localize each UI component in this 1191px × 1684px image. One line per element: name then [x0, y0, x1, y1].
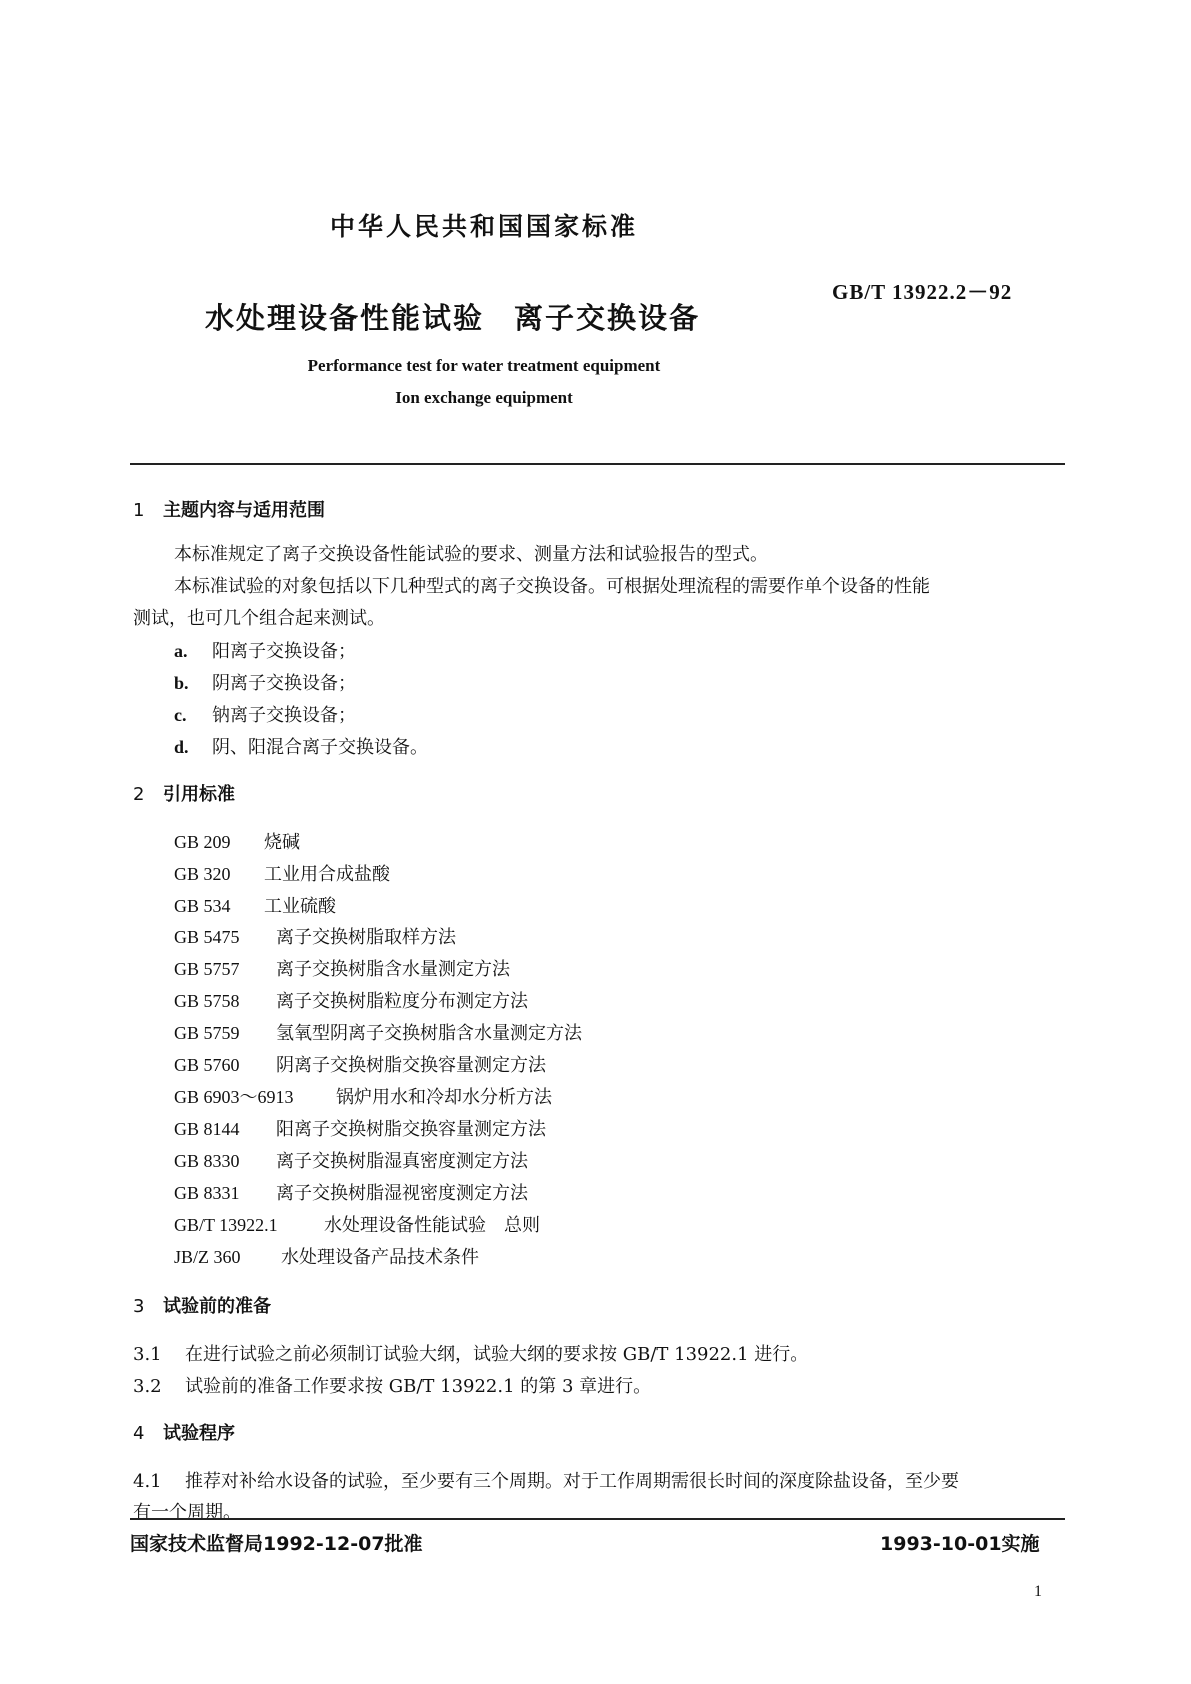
section2-number: 2	[133, 784, 145, 805]
clause-number: 3.1	[133, 1344, 162, 1365]
clause-4-1-line2: 有一个周期。	[133, 1502, 241, 1523]
reference-item	[174, 1115, 546, 1141]
reference-title: 阳离子交换树脂交换容量测定方法	[276, 1119, 546, 1140]
clause-3-1	[133, 1340, 808, 1366]
standard-number	[832, 276, 1012, 306]
reference-code: GB 8144	[174, 1119, 240, 1139]
reference-item	[174, 860, 390, 886]
page-number: 1	[1034, 1583, 1042, 1600]
section4-heading-text: 试验程序	[163, 1423, 235, 1444]
clause-text: 推荐对补给水设备的试验，至少要有三个周期。对于工作周期需很长时间的深度除盐设备，至少要	[185, 1471, 959, 1492]
reference-code: GB 8330	[174, 1151, 240, 1171]
reference-item	[174, 828, 300, 854]
section1-number: 1	[133, 500, 145, 521]
list-item	[174, 637, 356, 663]
reference-code: GB 8331	[174, 1183, 240, 1203]
list-item-text: 阴离子交换设备；	[212, 673, 356, 694]
reference-title: 锅炉用水和冷却水分析方法	[336, 1087, 552, 1108]
reference-title: 离子交换树脂湿真密度测定方法	[276, 1151, 528, 1172]
reference-title: 离子交换树脂取样方法	[276, 927, 456, 948]
implementation-line: 1993-10-01实施	[880, 1533, 1040, 1555]
footer-divider	[130, 1518, 1065, 1520]
reference-title: 离子交换树脂粒度分布测定方法	[276, 991, 528, 1012]
reference-code: JB/Z 360	[174, 1247, 241, 1267]
reference-code: GB 5758	[174, 991, 240, 1011]
list-item	[174, 701, 356, 727]
list-item	[174, 733, 428, 759]
reference-title: 离子交换树脂湿视密度测定方法	[276, 1183, 528, 1204]
reference-item	[174, 1051, 546, 1077]
clause-number: 3.2	[133, 1376, 162, 1397]
list-item-mark: b.	[174, 673, 189, 693]
document-title-en-line1: Performance test for water treatment equipment	[307, 356, 661, 375]
reference-title: 水处理设备性能试验 总则	[324, 1215, 540, 1236]
list-item-text: 阳离子交换设备；	[212, 641, 356, 662]
clause-text: 试验前的准备工作要求按 GB/T 13922.1 的第 3 章进行。	[185, 1376, 652, 1397]
section4-heading	[133, 1419, 235, 1445]
section1-paragraph1: 本标准规定了离子交换设备性能试验的要求、测量方法和试验报告的型式。	[174, 544, 768, 565]
list-item-mark: a.	[174, 641, 188, 661]
reference-code: GB 209	[174, 832, 231, 852]
list-item-mark: c.	[174, 705, 187, 725]
standard-number-text: GB/T 13922.2－92	[832, 280, 1013, 304]
reference-item	[174, 955, 510, 981]
list-item-mark: d.	[174, 737, 189, 757]
reference-code: GB 5760	[174, 1055, 240, 1075]
reference-title: 工业硫酸	[264, 896, 336, 917]
reference-code: GB 5757	[174, 959, 240, 979]
reference-title: 烧碱	[264, 832, 300, 853]
section2-heading	[133, 780, 235, 806]
clause-text: 在进行试验之前必须制订试验大纲，试验大纲的要求按 GB/T 13922.1 进行。	[185, 1344, 809, 1365]
reference-title: 工业用合成盐酸	[264, 864, 390, 885]
reference-item	[174, 1083, 552, 1109]
section2-heading-text: 引用标准	[163, 784, 235, 805]
section4-number: 4	[133, 1423, 145, 1444]
reference-title: 水处理设备产品技术条件	[281, 1247, 479, 1268]
clause-number: 4.1	[133, 1471, 162, 1492]
title-cn-part2: 离子交换设备	[514, 301, 701, 335]
clause-3-2	[133, 1372, 651, 1398]
list-item	[174, 669, 356, 695]
list-item-text: 阴、阳混合离子交换设备。	[212, 737, 428, 758]
document-title-en-line2: Ion exchange equipment	[395, 388, 573, 407]
reference-code: GB 5759	[174, 1023, 240, 1043]
reference-item	[174, 1147, 528, 1173]
section1-paragraph2-line2: 测试，也可几个组合起来测试。	[133, 608, 385, 629]
reference-title: 离子交换树脂含水量测定方法	[276, 959, 510, 980]
reference-item	[174, 1243, 479, 1269]
document-title-cn	[205, 296, 700, 337]
reference-item	[174, 1179, 528, 1205]
section3-heading	[133, 1292, 271, 1318]
section3-heading-text: 试验前的准备	[163, 1296, 271, 1317]
section1-paragraph2-line1: 本标准试验的对象包括以下几种型式的离子交换设备。可根据处理流程的需要作单个设备的性能	[174, 576, 930, 597]
section3-number: 3	[133, 1296, 145, 1317]
clause-4-1-line1	[133, 1467, 959, 1493]
reference-code: GB 534	[174, 896, 231, 916]
reference-title: 氢氧型阴离子交换树脂含水量测定方法	[276, 1023, 582, 1044]
section1-heading-text: 主题内容与适用范围	[163, 500, 325, 521]
national-standard-title: 中华人民共和国国家标准	[329, 212, 638, 241]
list-item-text: 钠离子交换设备；	[212, 705, 356, 726]
reference-code: GB 320	[174, 864, 231, 884]
section1-heading	[133, 496, 325, 522]
header-divider	[130, 463, 1065, 465]
reference-item	[174, 892, 336, 918]
title-cn-part1: 水处理设备性能试验	[205, 301, 485, 335]
approval-line: 国家技术监督局1992-12-07批准	[130, 1533, 423, 1555]
reference-item	[174, 1211, 540, 1237]
reference-code: GB/T 13922.1	[174, 1215, 278, 1235]
reference-item	[174, 987, 528, 1013]
reference-item	[174, 1019, 582, 1045]
reference-code: GB 6903～6913	[174, 1087, 294, 1107]
reference-code: GB 5475	[174, 927, 240, 947]
reference-item	[174, 923, 456, 949]
reference-title: 阴离子交换树脂交换容量测定方法	[276, 1055, 546, 1076]
